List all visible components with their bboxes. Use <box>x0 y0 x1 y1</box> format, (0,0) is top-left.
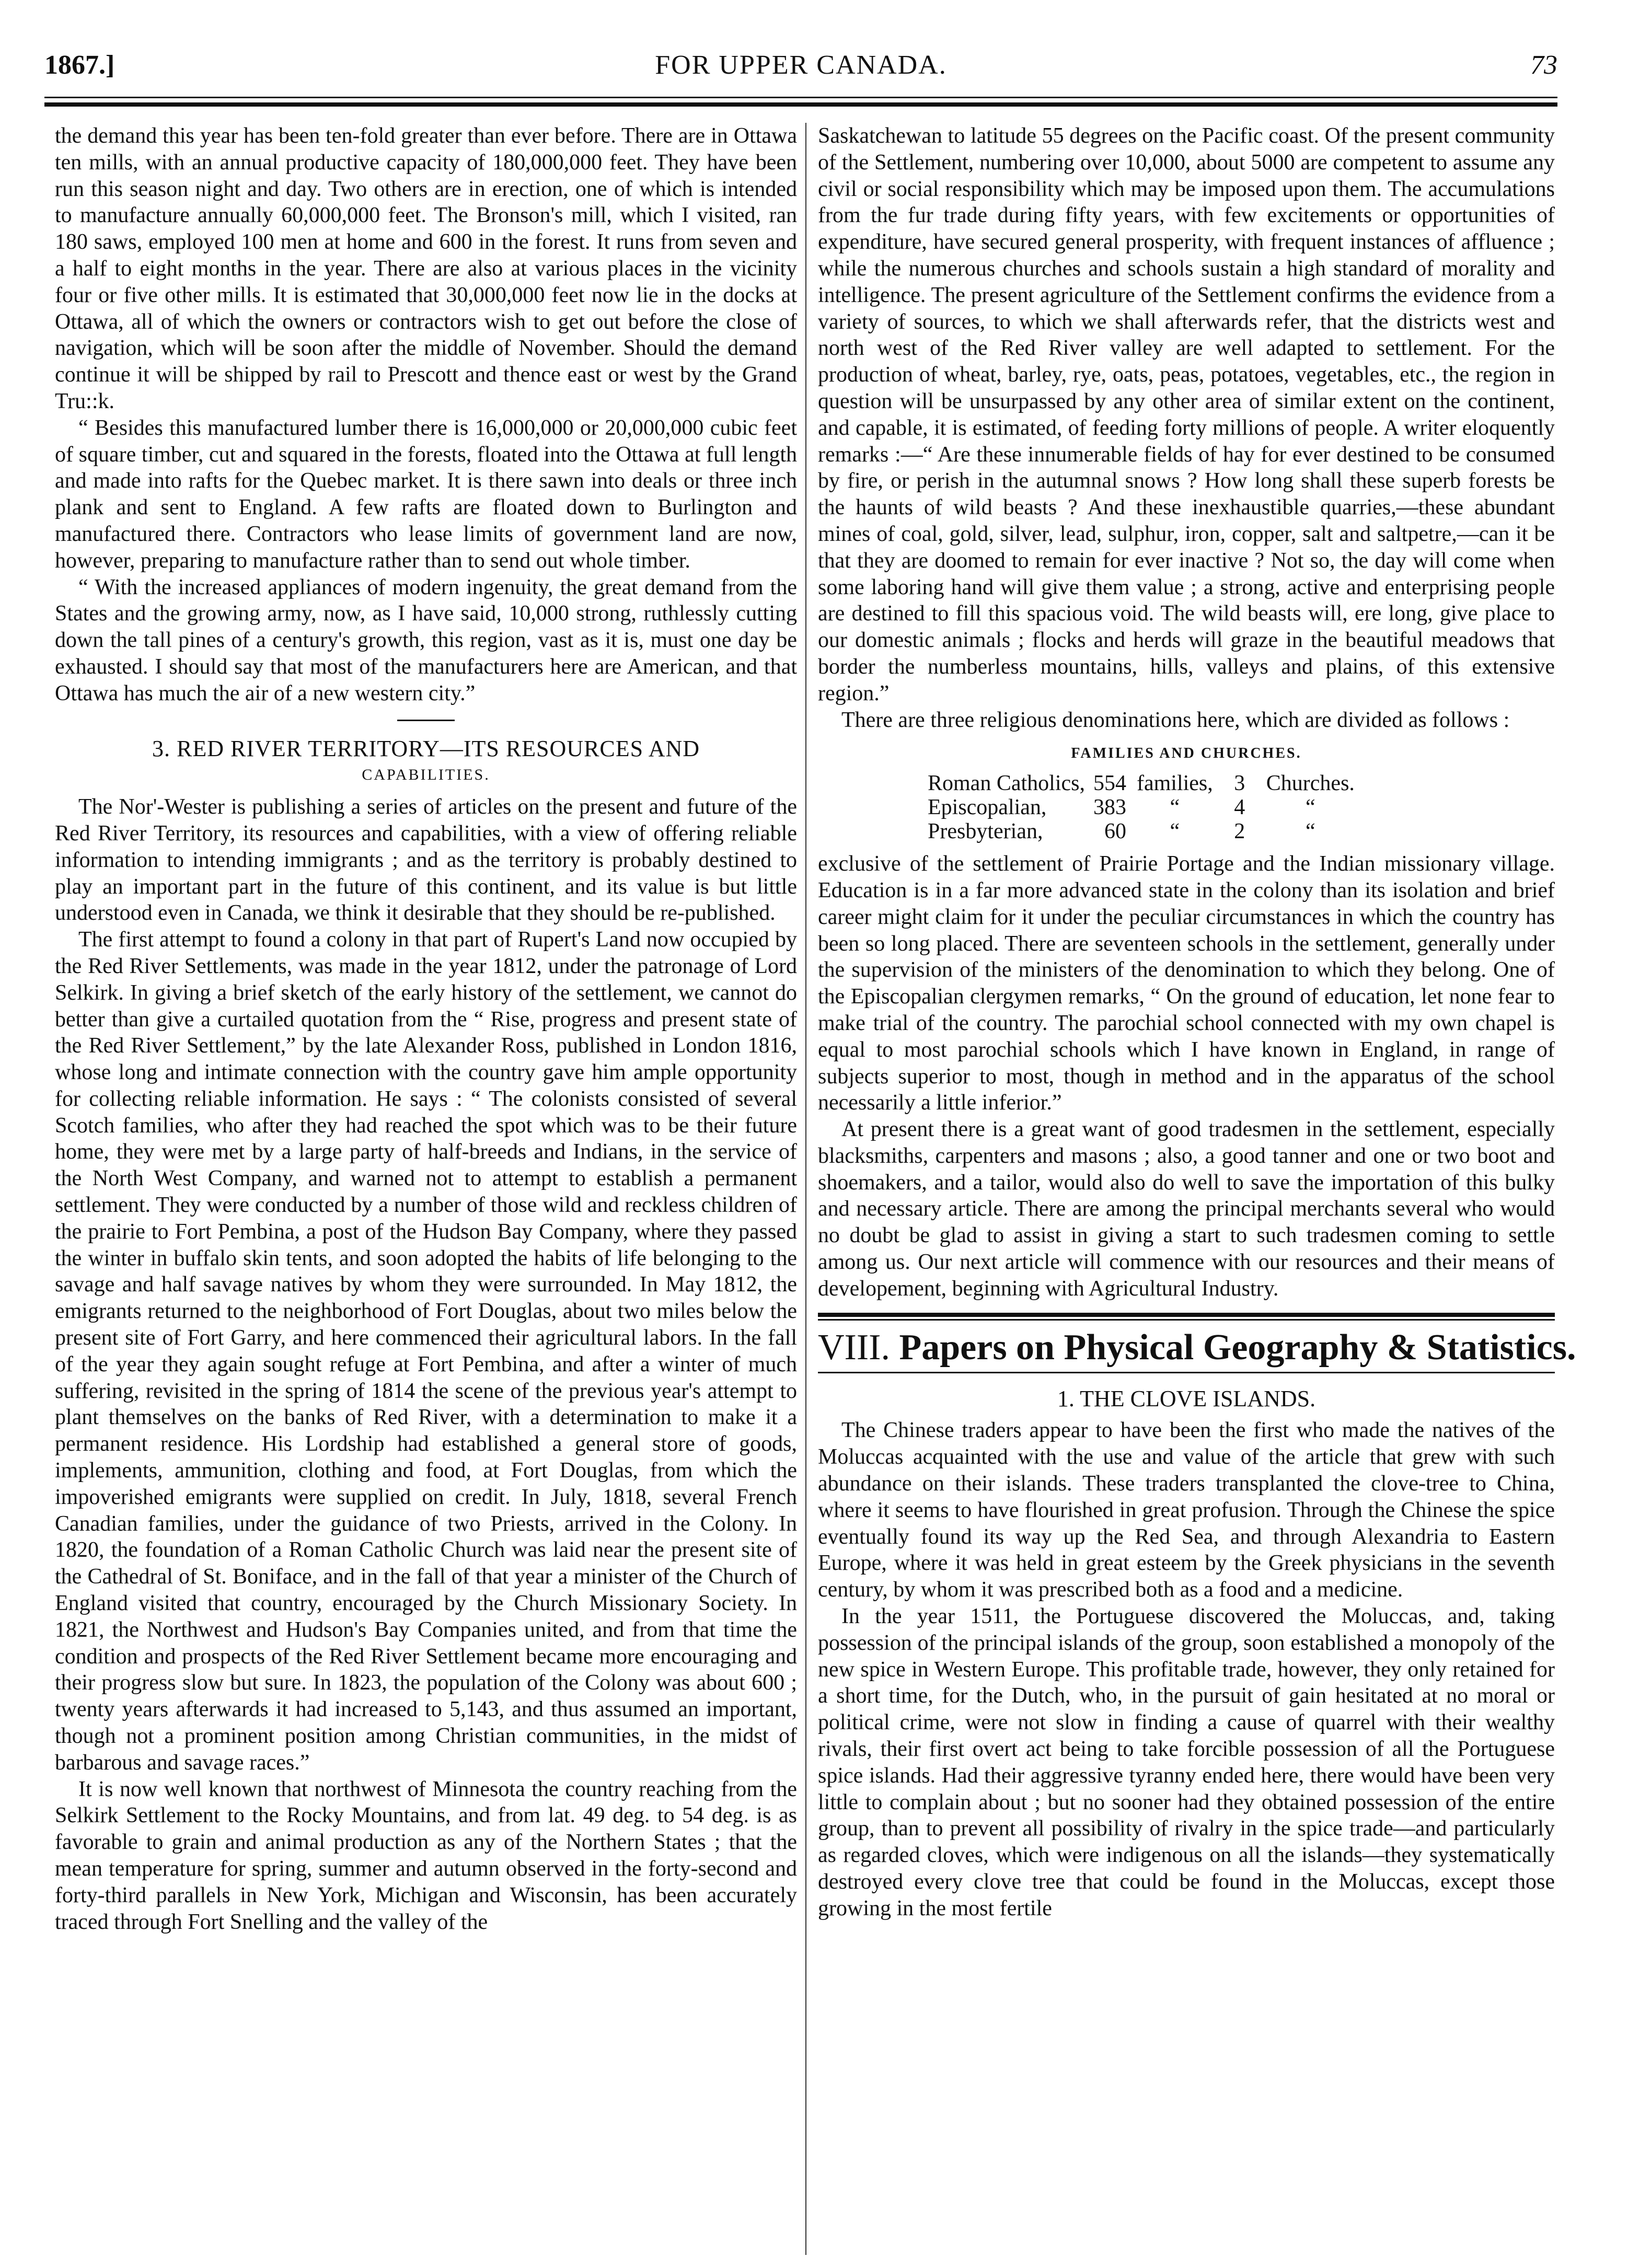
banner-underline <box>818 1372 1555 1373</box>
table-row <box>928 819 1363 843</box>
table-cell: “ <box>1306 795 1315 820</box>
paragraph: In the year 1511, the Portuguese discovered the Moluccas, and, taking possession of the principal islands of the group, soon established a monopoly of the new spice in Western Europe. This profitable trade, however, they only retained for a short time, for the Dutch, who, in the pursuit of gain hesitated at no moral or political crime, were not slow in finding a cause of quarrel with their wealthy rivals, their first overt act being to take forcible possession of all the Portuguese spice islands. Had their aggressive tyranny ended here, there would have been very little to complain about ; but no sooner had they obtained possession of the entire group, than to prevent all possibility of rivalry in the spice trade—and particularly as regarded cloves, which were indigenous on all the islands—they systematically destroyed every clove tree that could be found in the Moluccas, except those growing in the most fertile <box>818 1604 1555 1920</box>
table-cell: Episcopalian, <box>928 795 1047 820</box>
table-cell: 383 <box>1093 795 1126 820</box>
table-cell: Churches. <box>1266 771 1355 796</box>
paragraph: The first attempt to found a colony in that part of Rupert's Land now occupied by the Red River Settlements, was made in the year 1812, under the patronage of Lord Selkirk. In giving a brief sketch of the early history of the settlement, we cannot do better than give a curtailed quotation from the “ Rise, progress and present state of the Red River Settlement,” by the late Alexander Ross, published in London 1816, whose long and intimate connection with the country gave him ample opportunity for collecting reliable information. He says : “ The colonists consisted of several Scotch families, who after they had reached the spot which was to be their future home, they were met by a large party of half-breeds and Indians, in the service of the North West Company, and warned not to attempt to establish a permanent settlement. They were conducted by a number of those wild and reckless children of the prairie to Fort Pembina, a post of the Hudson Bay Company, where they passed the winter in buffalo skin tents, and soon adopted the habits of life belonging to the savage and half savage natives by whom they were surrounded. In May 1812, the emigrants returned to the neighborhood of Fort Douglas, about two miles below the present site of Fort Garry, and here commenced their agricultural labors. In the fall of the year they again sought refuge at Fort Pembina, and after a winter of much suffering, revisited in the spring of 1814 the scene of the previous year's attempt to plant themselves on the banks of Red River, with a determination to make it a permanent residence. His Lordship had established a general store of goods, implements, ammunition, clothing and food, at Fort Douglas, from which the impoverished emigrants were supplied on credit. In July, 1818, several French Canadian families, under the guidance of two Priests, arrived in the Colony. In 1820, the foundation of a Roman Catholic Church was laid near the present site of the Cathedral of St. Boniface, and in the fall of that year a minister of the Church of England visited that country, encouraged by the Church Missionary Society. In 1821, the Northwest and Hudson's Bay Companies united, and from that time the condition and prospects of the Red River Settlement became more encouraging and their progress slow but sure. In 1823, the population of the Colony was about 600 ; twenty years afterwards it had increased to 5,143, and thus assumed an important, though not a prominent position among Christian communities, in the midst of barbarous and savage races.” <box>55 928 797 1775</box>
paragraph: The Nor'-Wester is publishing a series of articles on the present and future of the Red River Territory, its resources and capabilities, with a view of offering reliable information to intending immigrants ; and as the territory is probably destined to play an important part in the future of this continent, and its value is but little understood even in Canada, we think it desirable that they should be re-published. <box>55 795 797 925</box>
paragraph: the demand this year has been ten-fold greater than ever before. There are in Ottawa ten mills, with an annual productive capacity of 180,000,000 feet. They have been run this season night and day. Two others are in erection, one of which is intended to manufacture annually 60,000,000 feet. The Bronson's mill, which I visited, ran 180 saws, employed 100 men at home and 600 in the forest. It runs from seven and a half to eight months in the year. There are also at various places in the vicinity four or five other mills. It is estimated that 30,000,000 feet now lie in the docks at Ottawa, all of which the owners or contractors wish to get out before the close of navigation, which will be soon after the middle of November. Should the demand continue it will be shipped by rail to Prescott and thence east or west by the Grand Tru::k. <box>55 124 797 413</box>
table-cell: 4 <box>1234 795 1245 820</box>
header-title: FOR UPPER CANADA. <box>655 50 947 80</box>
paragraph: There are three religious denominations here, which are divided as follows : <box>841 708 1510 732</box>
paragraph: It is now well known that northwest of Minnesota the country reaching from the Selkirk Settlement to the Rocky Mountains, and from lat. 49 deg. to 54 deg. is as favorable to grain and animal production as any of the Northern States ; that the mean temperature for spring, summer and autumn observed in the forty-second and forty-third parallels in New York, Michigan and Wisconsin, has been accurately traced through Fort Snelling and the valley of the <box>55 1777 797 1934</box>
families-churches-table <box>928 771 1363 843</box>
section-subtitle: CAPABILITIES. <box>362 766 490 784</box>
paragraph: “ Besides this manufactured lumber there is 16,000,000 or 20,000,000 cubic feet of square timber, cut and squared in the forests, floated into the Ottawa at full length and made into rafts for the Quebec market. It is there sawn into deals or three inch plank and sent to England. A few rafts are floated down to Burlington and manufactured there. Contractors who lease limits of government land are now, however, preparing to manufacture rather than to send out whole timber. <box>55 415 797 573</box>
table-cell: 3 <box>1234 771 1245 796</box>
table-row <box>928 795 1363 819</box>
table-cell: 60 <box>1104 819 1126 844</box>
paragraph: The Chinese traders appear to have been the first who made the natives of the Moluccas acquainted with the use and value of the article that grew with such abundance on their islands. These traders transplanted the clove-tree to China, where it seems to have flourished in great profusion. Through the Chinese the spice eventually found its way up the Red Sea, and through Alexandria to Eastern Europe, where it was held in great esteem by the Greek physicians in the seventh century, by whom it was prescribed both as a food and a medicine. <box>818 1418 1555 1602</box>
header-rule-thick <box>44 102 1557 107</box>
table-title: FAMILIES AND CHURCHES. <box>1071 745 1302 762</box>
table-row <box>928 771 1363 795</box>
page-header <box>44 50 1557 97</box>
article-title: 1. THE CLOVE ISLANDS. <box>1057 1385 1316 1411</box>
header-year: 1867.] <box>44 50 115 80</box>
section-divider <box>397 720 455 721</box>
section-title: 3. RED RIVER TERRITORY—ITS RESOURCES AND <box>152 735 700 761</box>
table-cell: “ <box>1306 819 1315 844</box>
left-column <box>55 123 797 1935</box>
paragraph: “ With the increased appliances of modern ingenuity, the great demand from the States and the growing army, now, as I have said, 10,000 strong, ruthlessly cutting down the tall pines of a century's growth, this region, vast as it is, must one day be exhausted. I should say that most of the manufacturers here are American, and that Ottawa has much the air of a new western city.” <box>55 575 797 705</box>
banner-number: VIII. <box>818 1327 890 1368</box>
table-cell: 554 <box>1093 771 1126 796</box>
table-cell: “ <box>1170 795 1180 820</box>
banner-rule-thin <box>818 1319 1555 1321</box>
table-cell: 2 <box>1234 819 1245 844</box>
table-cell: Presbyterian, <box>928 819 1043 844</box>
page-number: 73 <box>1530 50 1557 80</box>
column-divider <box>805 123 806 2255</box>
banner-rule-thick <box>818 1313 1555 1317</box>
table-cell: families, <box>1136 771 1213 796</box>
table-cell: Roman Catholics, <box>928 771 1085 796</box>
section-banner <box>818 1327 1576 1369</box>
table-cell: “ <box>1170 819 1180 844</box>
banner-title: Papers on Physical Geography & Statistics. <box>899 1327 1576 1368</box>
right-column <box>818 123 1576 1922</box>
header-rule-thin <box>44 97 1557 98</box>
paragraph: exclusive of the settlement of Prairie Portage and the Indian missionary village. Education is in a far more advanced state in the colony than its isolation and brief career might claim for it under the peculiar circumstances in which the country has been so long placed. There are seventeen schools in the settlement, generally under the supervision of the ministers of the denomination to which they belong. One of the Episcopalian clergymen remarks, “ On the ground of education, let none fear to make trial of the country. The parochial school connected with my own chapel is equal to most parochial schools which I have known in England, in range of subjects superior to most, though in method and in the apparatus of the school necessarily a little inferior.” <box>818 852 1555 1115</box>
paragraph: Saskatchewan to latitude 55 degrees on the Pacific coast. Of the present community of the Settlement, numbering over 10,000, about 5000 are competent to assume any civil or social responsibility which may be imposed upon them. The accumulations from the fur trade during fifty years, with few excitements or opportunities of expenditure, have secured general prosperity, with frequent instances of affluence ; while the numerous churches and schools sustain a high standard of morality and intelligence. The present agriculture of the Settlement confirms the evidence from a variety of sources, to which we shall afterwards refer, that the districts west and north west of the Red River valley are well adapted to settlement. For the production of wheat, barley, rye, oats, peas, potatoes, vegetables, etc., the region in question will be unsurpassed by any other area of similar extent on the continent, and capable, it is estimated, of feeding forty millions of people. A writer eloquently remarks :—“ Are these innumerable fields of hay for ever destined to be consumed by fire, or perish in the autumnal snows ? How long shall these superb forests be the haunts of wild beasts ? And these inexhaustible quarries,—these abundant mines of coal, gold, silver, lead, sulphur, iron, copper, salt and saltpetre,—can it be that they are doomed to remain for ever inactive ? Not so, the day will come when some laboring hand will give them value ; a strong, active and enterprising people are destined to fill this spacious void. The wild beasts will, ere long, give place to our domestic animals ; flocks and herds will graze in the beautiful meadows that border the numberless mountains, hills, valleys and plains, of this extensive region.” <box>818 124 1555 705</box>
paragraph: At present there is a great want of good tradesmen in the settlement, especially blacksmiths, carpenters and masons ; also, a good tanner and one or two boot and shoemakers, and a tailor, would also do well to save the importation of this bulky and necessary article. There are among the principal merchants several who would no doubt be glad to assist in giving a start to such tradesmen coming to settle among us. Our next article will commence with our resources and their means of developement, beginning with Agricultural Industry. <box>818 1117 1555 1301</box>
